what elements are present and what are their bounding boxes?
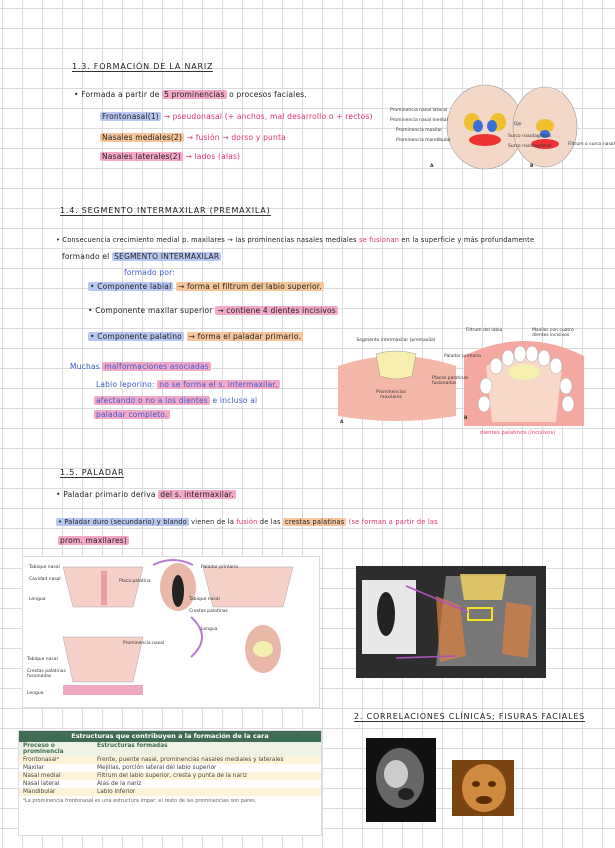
palate-line-2: • Paladar duro (secundario) y blando vienen de la fusión de las crestas palatinas (se forman a partir de las (58, 518, 438, 526)
segment-figure (336, 326, 586, 430)
highlight-nasales-mediales: Nasales mediales(2) (102, 133, 183, 142)
pal-label-tabique: Tabique nasal (29, 565, 60, 570)
nose-figure (390, 82, 615, 172)
pal-label-lengua-3: Lengua (27, 691, 44, 696)
ultrasound-image-2 (452, 760, 514, 816)
table-header-row (19, 742, 321, 756)
label-ojo: Ojo (514, 122, 522, 127)
component-maxilar: • Componente maxilar superior → contiene 4 dientes incisivos (88, 306, 336, 315)
pal-label-tabique-3: Tabique nasal (27, 657, 58, 662)
palate-sections-illustration (23, 557, 319, 707)
pal-label-prom-nasal: Prominencia nasal (123, 641, 165, 646)
seg-line-1: • Consecuencia crecimiento medial p. maxilares → las prominencias nasales mediales se fusionan en la superficie y más profundamente (56, 236, 535, 244)
malform-line-3: afectando o no a los dientes e incluso al (96, 396, 258, 405)
table-caption: Estructuras que contribuyen a la formación de la cara (19, 731, 321, 742)
label-segmento: Segmento intermaxilar (premaxila) (356, 338, 436, 343)
pal-label-cavidad: Cavidad nasal (29, 577, 61, 582)
palate-line-3: prom. maxilares) (60, 536, 128, 545)
palate-scan (356, 566, 546, 678)
table-header-proceso: Proceso o prominencia (19, 742, 93, 756)
pal-label-crestas-fusionadas: Crestas palatinas fusionadas (27, 669, 66, 679)
malform-line-4: paladar completo. (96, 410, 168, 419)
nose-illustration (390, 82, 590, 172)
highlight-segmento: SEGMENTO INTERMAXILAR (114, 252, 220, 261)
label-placas: Placas palatinas fusionadas (432, 376, 469, 386)
pal-label-tabique-2: Tabique nasal (189, 597, 220, 602)
label-nasal-lateral: Prominencia nasal lateral (390, 108, 447, 113)
label-maxilar: Prominencia maxilar (396, 128, 443, 133)
highlight-nasales-laterales: Nasales laterales(2) (102, 152, 181, 161)
ultrasound-image-1 (366, 738, 436, 822)
structures-table (18, 730, 322, 836)
ultrasound-illustration-1 (366, 738, 436, 822)
pal-label-placa: Placa palatina (119, 579, 151, 584)
highlight-prominencias: 5 prominencias (164, 90, 225, 99)
label-nasal-medial: Prominencia nasal medial (390, 118, 448, 123)
palate-line-1: • Paladar primario deriva del s. intermaxilar. (56, 490, 234, 499)
seg-line-2: formando el SEGMENTO INTERMAXILAR (62, 252, 220, 261)
pal-label-paladar-primario: Paladar primario (201, 565, 239, 570)
section-title-1-5: 1.5. PALADAR (60, 468, 125, 477)
seg-line-3: formado por: (124, 268, 176, 277)
label-a: A (430, 164, 434, 169)
pal-label-crestas: Crestas palatinas (189, 609, 228, 614)
label-filtrum: Filtrum o surco nasal (568, 142, 615, 147)
table-row: Nasal lateral Alas de la nariz (19, 780, 321, 788)
component-labial: • Componente labial → forma el filtrum del labio superior. (90, 282, 322, 291)
label-paladar-primario: Paladar primario (444, 354, 482, 359)
pal-label-lengua-2: Lengua (201, 627, 218, 632)
label-mandibular: Prominencia mandibular (396, 138, 451, 143)
table-row: Frontonasalᵃ Frente, puente nasal, prominencias nasales mediales y laterales (19, 756, 321, 764)
nose-line-1: • Formada a partir de 5 prominencias o procesos faciales. (74, 90, 307, 99)
palate-scan-image (356, 566, 546, 678)
nose-line-2: Frontonasal(1) → pseudonasal (+ anchos, mal desarrollo o + rectos) (102, 112, 373, 121)
table-row: Mandibular Labio inferior (19, 788, 321, 796)
table-row: Maxilar Mejillas, porción lateral del labio superior (19, 764, 321, 772)
label-seg-b: B (464, 416, 468, 421)
section-title-1-4: 1.4. SEGMENTO INTERMAXILAR (PREMAXILA) (60, 206, 271, 215)
label-surco-nasolagrimal-2: Surco nasolagrimal (508, 144, 552, 149)
nose-line-3: Nasales mediales(2) → fusión → dorso y punta (102, 133, 286, 142)
malform-line-1: Muchas malformaciones asociadas (70, 362, 209, 371)
palate-figure (22, 556, 320, 708)
label-surco-nasolagrimal: Surco nasolagrimal (508, 134, 552, 139)
label-filtrum-labio: Filtrum del labio (466, 328, 503, 333)
section-title-1-3: 1.3. FORMACIÓN DE LA NARIZ (72, 62, 214, 71)
nose-line-4: Nasales laterales(2) → lados (alas) (102, 152, 241, 161)
table-row: Nasal medial Filtrum del labio superior, cresta y punta de la nariz (19, 772, 321, 780)
pal-label-lengua: Lengua (29, 597, 46, 602)
malform-line-2: Labio leporino: no se forma el s. intermaxilar, (96, 380, 279, 389)
component-palatino: • Componente palatino → forma el paladar primario. (90, 332, 302, 341)
teeth-note: dientes palatinos (incisivos) (480, 430, 556, 436)
section-title-2: 2. CORRELACIONES CLÍNICAS; FISURAS FACIALES (354, 712, 586, 721)
label-prominencias-maxilares: Prominencias maxilares (375, 390, 407, 400)
table-footnote: ᵃLa prominencia frontonasal es una estructura impar; el resto de las prominencias son pares. (23, 798, 257, 804)
label-maxilar-dientes: Maxilar con cuatro dientes incisivos (532, 328, 574, 338)
ultrasound-illustration-2 (452, 760, 514, 816)
table-header-estructuras: Estructuras formadas (93, 742, 321, 756)
label-b: B (530, 164, 534, 169)
highlight-frontonasal: Frontonasal(1) (102, 112, 159, 121)
label-seg-a: A (340, 420, 344, 425)
